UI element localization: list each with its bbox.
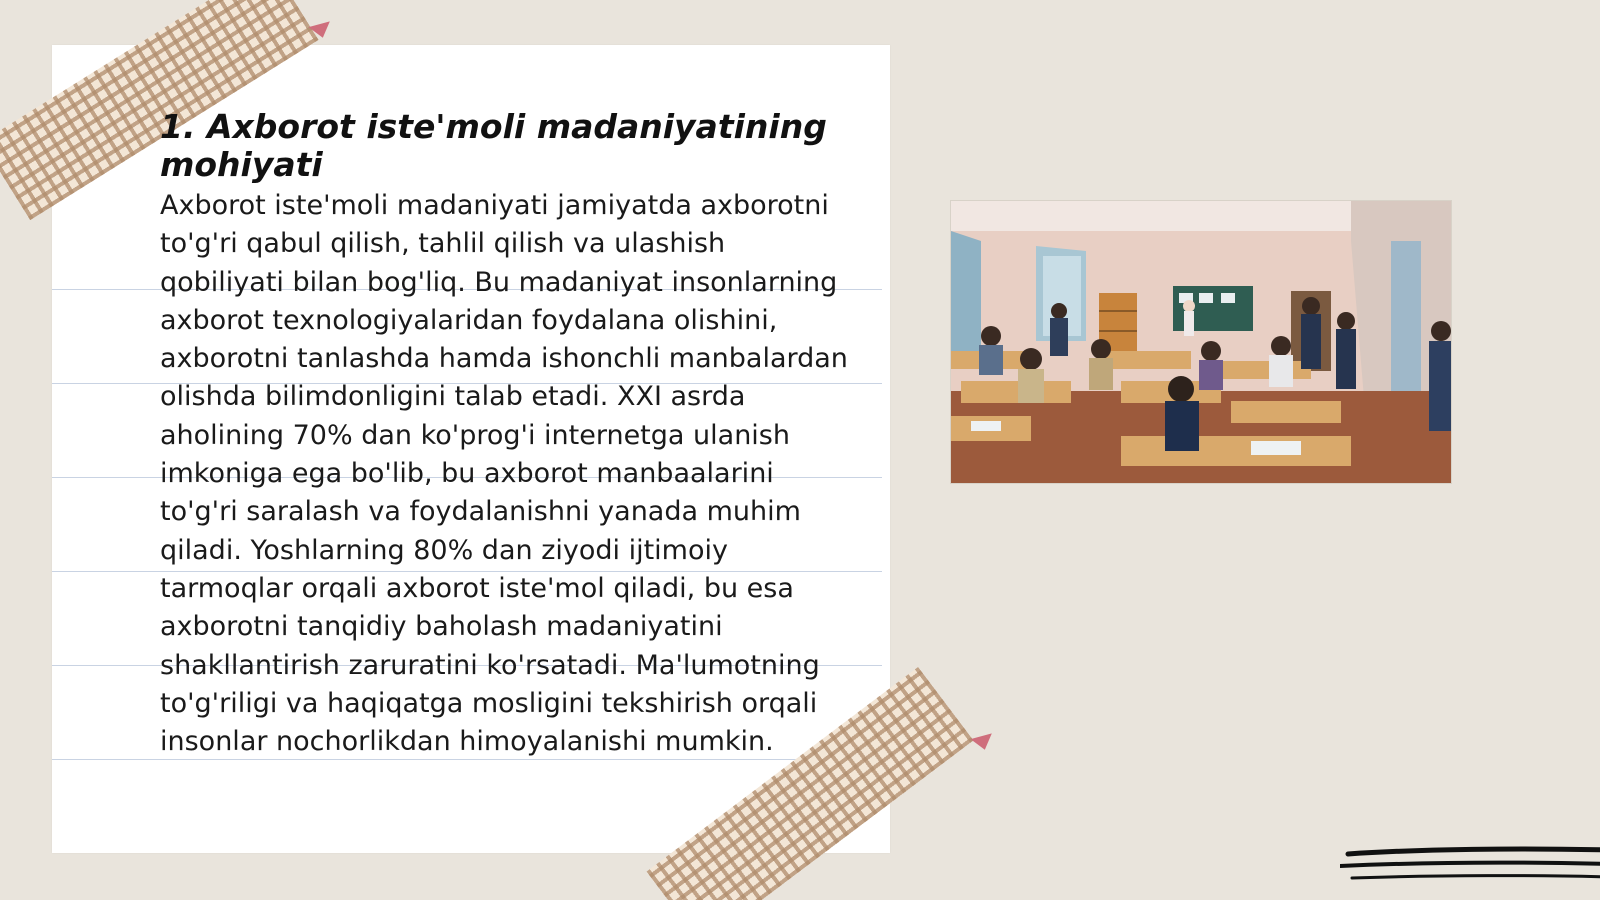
slide-title: 1. Axborot iste'moli madaniyatining mohiyati [160, 107, 827, 184]
pin-marker-top [309, 21, 334, 40]
classroom-photo [950, 200, 1452, 484]
classroom-photo-illustration [951, 201, 1451, 483]
pin-marker-bottom [971, 733, 996, 752]
slide-body-text: Axborot iste'moli madaniyati jamiyatda axborotni to'g'ri qabul qilish, tahlil qilish va ulashish qobiliyati bilan bog'liq. Bu madaniyat insonlarning axborot texnologiyalaridan foydalana olishini, axborotni tanlashda hamda ishonchli manbalardan olishda bilimdonligini talab etadi. XXI asrda aholining 70% dan ko'prog'i internetga ulanish imkoniga ega bo'lib, bu axborot manbaalarini to'g'ri saralash va foydalanishni yanada muhim qiladi. Yoshlarning 80% dan ziyodi ijtimoiy tarmoqlar orqali axborot iste'mol qiladi, bu esa axborotni tanqidiy baholash madaniyatini shakllantirish zaruratini ko'rsatadi. Ma'lumotning to'g'riligi va haqiqatga mosligini tekshirish orqali insonlar nochorlikdan himoyalanishi mumkin. [160, 190, 848, 758]
decorative-brush-lines [1340, 840, 1600, 890]
